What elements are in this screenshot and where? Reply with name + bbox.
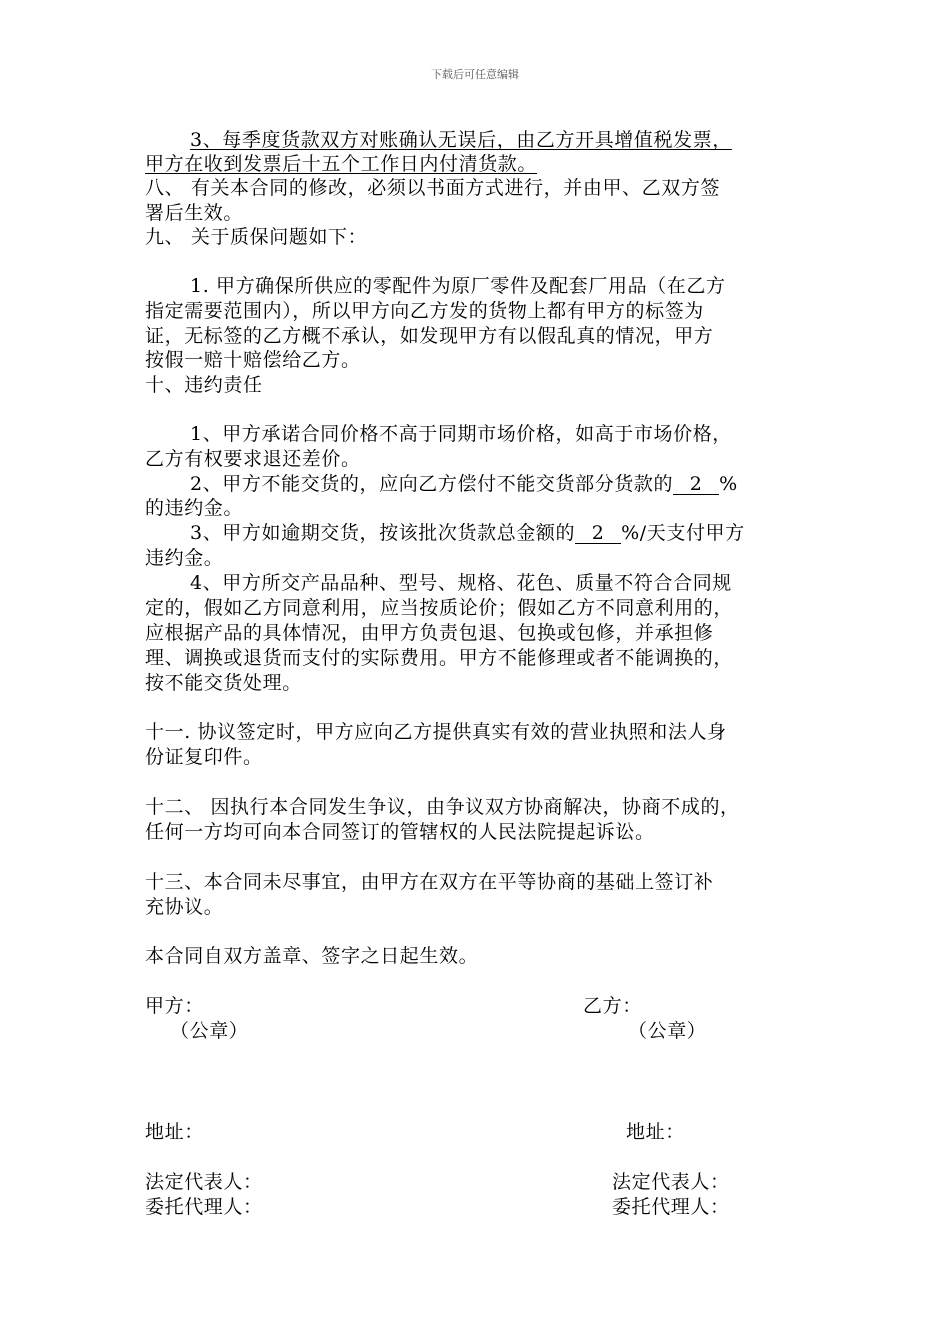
party-a-address-label: 地址： xyxy=(145,1121,204,1143)
clause9-title: 九、 关于质保问题如下： xyxy=(145,226,368,248)
clause9-item1-line2: 指定需要范围内），所以甲方向乙方发的货物上都有甲方的标签为 xyxy=(145,300,704,322)
clause10-item3-blank-value: 2 xyxy=(575,523,621,544)
clause10-item3-prefix: 3、甲方如逾期交货，按该批次货款总金额的 xyxy=(190,522,576,544)
clause10-item3-line1 xyxy=(190,521,745,546)
party-b-address-label: 地址： xyxy=(626,1121,685,1143)
clause10-item2-line2: 的违约金。 xyxy=(145,497,244,519)
clause10-item4-line3: 应根据产品的具体情况，由甲方负责包退、包换或包修，并承担修 xyxy=(145,622,714,644)
clause12-line2: 任何一方均可向本合同签订的管辖权的人民法院提起诉讼。 xyxy=(145,821,655,843)
clause10-item2-suffix: % xyxy=(719,473,738,495)
party-b-label: 乙方： xyxy=(583,995,642,1017)
clause10-item4-line4: 理、调换或退货而支付的实际费用。甲方不能修理或者不能调换的， xyxy=(145,647,734,669)
page-header-note: 下载后可任意编辑 xyxy=(431,68,519,81)
clause10-item1-line2: 乙方有权要求退还差价。 xyxy=(145,448,361,470)
clause10-title: 十、违约责任 xyxy=(145,374,263,396)
clause9-item1-line3: 证，无标签的乙方概不承认，如发现甲方有以假乱真的情况，甲方 xyxy=(145,325,714,347)
clause9-item1-line1: 1. 甲方确保所供应的零配件为原厂零件及配套厂用品（在乙方 xyxy=(190,275,726,297)
clause10-item2-line1 xyxy=(190,472,738,497)
clause10-item4-line1: 4、甲方所交产品品种、型号、规格、花色、质量不符合合同规 xyxy=(190,572,732,594)
clause10-item4-line2: 定的，假如乙方同意利用，应当按质论价；假如乙方不同意利用的， xyxy=(145,597,734,619)
effective-statement: 本合同自双方盖章、签字之日起生效。 xyxy=(145,945,479,967)
party-b-agent-label: 委托代理人： xyxy=(612,1196,730,1218)
clause8-line2: 署后生效。 xyxy=(145,202,244,224)
clause12-line1: 十二、 因执行本合同发生争议，由争议双方协商解决，协商不成的， xyxy=(145,796,740,818)
party-a-label: 甲方： xyxy=(145,995,204,1017)
clause7-item3-line1: 3、每季度货款双方对账确认无误后，由乙方开具增值税发票， xyxy=(190,129,732,151)
clause10-item2-blank-value: 2 xyxy=(673,474,719,495)
clause10-item3-suffix: %/天支付甲方 xyxy=(621,522,745,544)
clause13-line2: 充协议。 xyxy=(145,896,224,918)
clause11-line1: 十一. 协议签定时，甲方应向乙方提供真实有效的营业执照和法人身 xyxy=(145,721,727,743)
party-b-legal-rep-label: 法定代表人： xyxy=(612,1171,730,1193)
clause9-item1-line4: 按假一赔十赔偿给乙方。 xyxy=(145,349,361,371)
clause7-item3-line2: 甲方在收到发票后十五个工作日内付清货款。 xyxy=(145,153,538,175)
party-a-agent-label: 委托代理人： xyxy=(145,1196,263,1218)
clause11-line2: 份证复印件。 xyxy=(145,746,263,768)
clause8-line1: 八、 有关本合同的修改，必须以书面方式进行，并由甲、乙双方签 xyxy=(145,177,721,199)
clause13-line1: 十三、本合同未尽事宜，由甲方在双方在平等协商的基础上签订补 xyxy=(145,871,714,893)
clause10-item1-line1: 1、甲方承诺合同价格不高于同期市场价格，如高于市场价格， xyxy=(190,423,732,445)
clause10-item4-line5: 按不能交货处理。 xyxy=(145,672,302,694)
party-a-seal: （公章） xyxy=(170,1020,249,1042)
party-b-seal: （公章） xyxy=(628,1020,707,1042)
clause10-item2-prefix: 2、甲方不能交货的，应向乙方偿付不能交货部分货款的 xyxy=(190,473,674,495)
clause10-item3-line2: 违约金。 xyxy=(145,547,224,569)
party-a-legal-rep-label: 法定代表人： xyxy=(145,1171,263,1193)
